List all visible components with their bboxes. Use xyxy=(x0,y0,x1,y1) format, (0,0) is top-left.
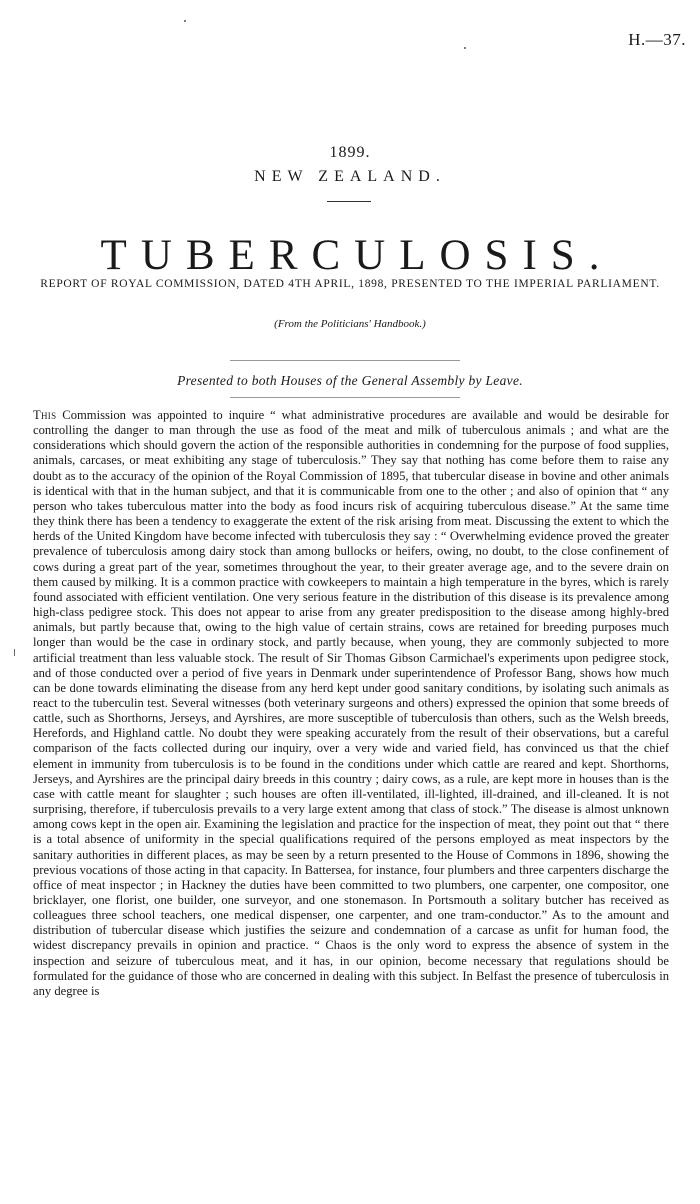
title-divider xyxy=(327,201,371,202)
page-title: TUBERCULOSIS. xyxy=(100,232,614,279)
document-year: 1899. xyxy=(329,144,371,161)
section-divider-top xyxy=(230,360,460,361)
presentation-note: Presented to both Houses of the General Assembly by Leave. xyxy=(177,373,523,388)
print-speck xyxy=(464,47,466,49)
lead-word: This xyxy=(33,408,57,422)
page-reference: H.—37. xyxy=(628,30,686,49)
source-note: (From the Politicians' Handbook.) xyxy=(274,318,426,330)
print-speck xyxy=(184,20,186,22)
body-text: Commission was appointed to inquire “ what administrative procedures are available and would be desirable for controlling the danger to man through the use as food of the meat and milk of tuberculous animals ; and what are the considerations which should govern the action of the responsible authorities in condemning for the purpose of food supplies, animals, carcases, or meat exhibiting any stage of tuberculosis.” They say that nothing has come before them to raise any doubt as to the accuracy of the opinion of the Royal Commission of 1895, that tubercular disease in bovine and other animals is identical with that in the human subject, and that it is communicable from one to the other ; and also of opinion that “ any person who takes tuberculous matter into the body as food incurs risk of acquiring tuberculous disease.” At the same time they think there has been a tendency to exaggerate the extent of the risk arising from meat. Discussing the extent to which the herds of the United Kingdom have become infected with tuberculosis they say : “ Overwhelming evidence proved the greater prevalence of tuberculosis among dairy stock than among bullocks or heifers, owing, no doubt, to the close confinement of cows during a great part of the year, sometimes throughout the year, to their greater average age, and to the severe drain on them caused by milking. It is a common practice with cowkeepers to maintain a high temperature in the byres, which is rarely found associated with efficient ventilation. One very serious feature in the distribution of this disease is its prevalence among high-class pedigree stock. This does not appear to arise from any greater predisposition to the disease among highly-bred animals, but partly because that, owing to the high value of certain strains, cows are retained for breeding purposes much longer than would be the case in ordinary stock, and partly because, when young, they are commonly subjected to more artificial treatment than less valuable stock. The result of Sir Thomas Gibson Carmichael's experiments upon pedigree stock, and of those conducted over a period of five years in Denmark under superintendence of Professor Bang, shows how much can be done towards eliminating the disease from any herd kept under good sanitary conditions, by isolating such animals as react to the tuberculin test. Several witnesses (both veterinary surgeons and others) expressed the opinion that some breeds of cattle, such as Shorthorns, Jerseys, and Ayrshires, are more susceptible of tuberculosis than others, such as the Welsh breeds, Herefords, and Highland cattle. No doubt they were speaking accurately from the result of their observations, but a careful comparison of the facts collected during our inquiry, over a very wide and varied field, has convinced us that the chief element in immunity from tuberculosis is to be found in the conditions under which cattle are reared and kept. Shorthorns, Jerseys, and Ayrshires are the principal dairy breeds in this country ; dairy cows, as a rule, are kept more in houses than is the case with cattle meant for slaughter ; such houses are often ill-ventilated, ill-lighted, ill-drained, and ill-cleaned. It is not surprising, therefore, if tuberculosis prevails to a very large extent among that class of stock.” The disease is almost unknown among cows kept in the open air. Examining the legislation and practice for the inspection of meat, they point out that “ there is a total absence of uniformity in the special qualifications required of the persons employed as meat inspectors by the sanitary authorities in different places, as may be seen by a return presented to the House of Commons in 1896, showing the previous vocations of those acting in that capacity. In Battersea, for instance, four plumbers and three carpenters discharge the office of meat inspector ; in Hackney the duties have been committed to two plumbers, one carpenter, one compositor, one bricklayer, one florist, one builder, one surveyor, and one stonemason. In Portsmouth a solitary butcher has received as colleagues three school teachers, one medical dispenser, one carpenter, and one tram-conductor.” As to the amount and distribution of tubercular disease which justifies the seizure and condemnation of a carcase as unfit for human food, the widest discrepancy prevails in opinion and practice. “ Chaos is the only word to express the absence of system in the inspection and seizure of tuberculous meat, and it has, in our opinion, become necessary that regulations should be formulated for the guidance of those who are concerned in dealing with this subject. In Belfast the presence of tuberculosis in any degree is xyxy=(33,408,669,998)
margin-mark xyxy=(14,649,15,656)
document-country: NEW ZEALAND. xyxy=(254,168,446,185)
body-paragraph xyxy=(33,408,669,999)
report-subtitle: REPORT OF ROYAL COMMISSION, DATED 4TH APRIL, 1898, PRESENTED TO THE IMPERIAL PARLIAMENT. xyxy=(40,278,660,290)
section-divider-bottom xyxy=(230,397,460,398)
